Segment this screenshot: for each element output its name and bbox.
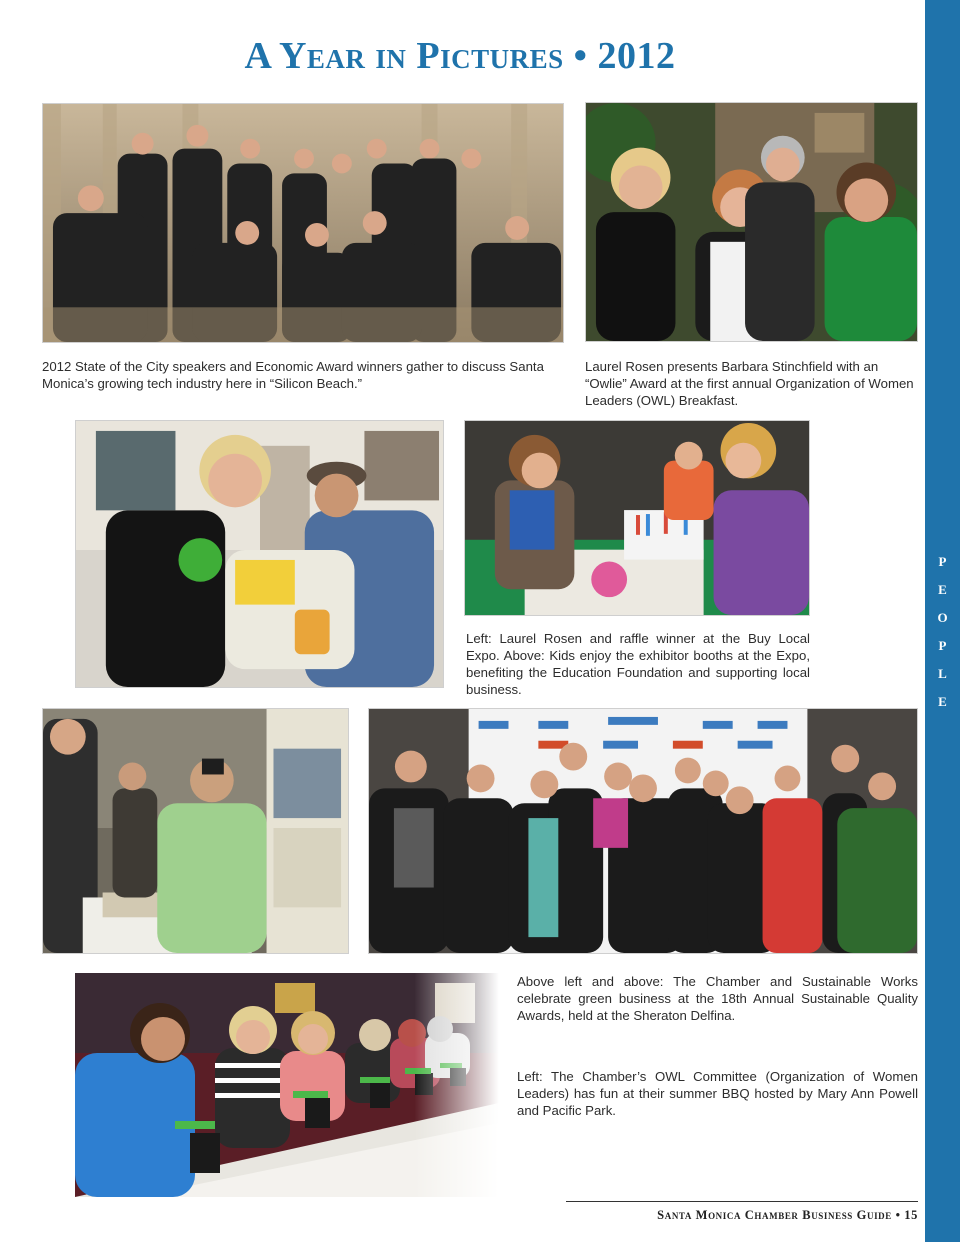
footer-rule xyxy=(566,1201,918,1202)
photo-kids-booth-image xyxy=(465,421,809,615)
photo-sustainable-booth xyxy=(42,708,349,954)
photo-sustainable-awards-group-image xyxy=(369,709,917,953)
photo-kids-booth xyxy=(464,420,810,616)
caption-owl-award: Laurel Rosen presents Barbara Stinchfield with an “Owlie” Award at the first annual Organization of Women Leaders (OWL) Breakfast. xyxy=(585,359,914,408)
caption-state-of-city: 2012 State of the City speakers and Economic Award winners gather to discuss Santa Monica’s growing tech industry here in “Silicon Beach.” xyxy=(42,359,544,391)
section-sidebar xyxy=(925,0,960,1242)
caption-sustainable: Above left and above: The Chamber and Sustainable Works celebrate green business at the 18th Annual Sustainable Quality Awards, held at the Sheraton Delfina. xyxy=(517,974,918,1023)
photo-buy-local-raffle-image xyxy=(76,421,443,687)
photo-state-of-city xyxy=(42,103,564,343)
page-footer: Santa Monica Chamber Business Guide • 15 xyxy=(657,1208,918,1222)
page-title: A Year in Pictures • 2012 xyxy=(244,35,676,77)
photo-owl-award xyxy=(585,102,918,342)
photo-owl-award-image xyxy=(586,103,917,341)
photo-sustainable-awards-group xyxy=(368,708,918,954)
caption-buy-local: Left: Laurel Rosen and raffle winner at the Buy Local Expo. Above: Kids enjoy the exhibitor booths at the Expo, benefiting the Education Foundation and supporting local business. xyxy=(466,631,810,697)
caption-owl-bbq: Left: The Chamber’s OWL Committee (Organization of Women Leaders) has fun at their summer BBQ hosted by Mary Ann Powell and Pacific Park. xyxy=(517,1069,918,1118)
photo-owl-bbq-image xyxy=(75,973,499,1197)
section-label xyxy=(925,548,960,716)
photo-sustainable-booth-image xyxy=(43,709,348,953)
photo-owl-bbq xyxy=(75,973,499,1197)
photo-buy-local-raffle xyxy=(75,420,444,688)
section-label-text: P E O P L E xyxy=(937,554,948,709)
photo-state-of-city-image xyxy=(43,104,563,342)
